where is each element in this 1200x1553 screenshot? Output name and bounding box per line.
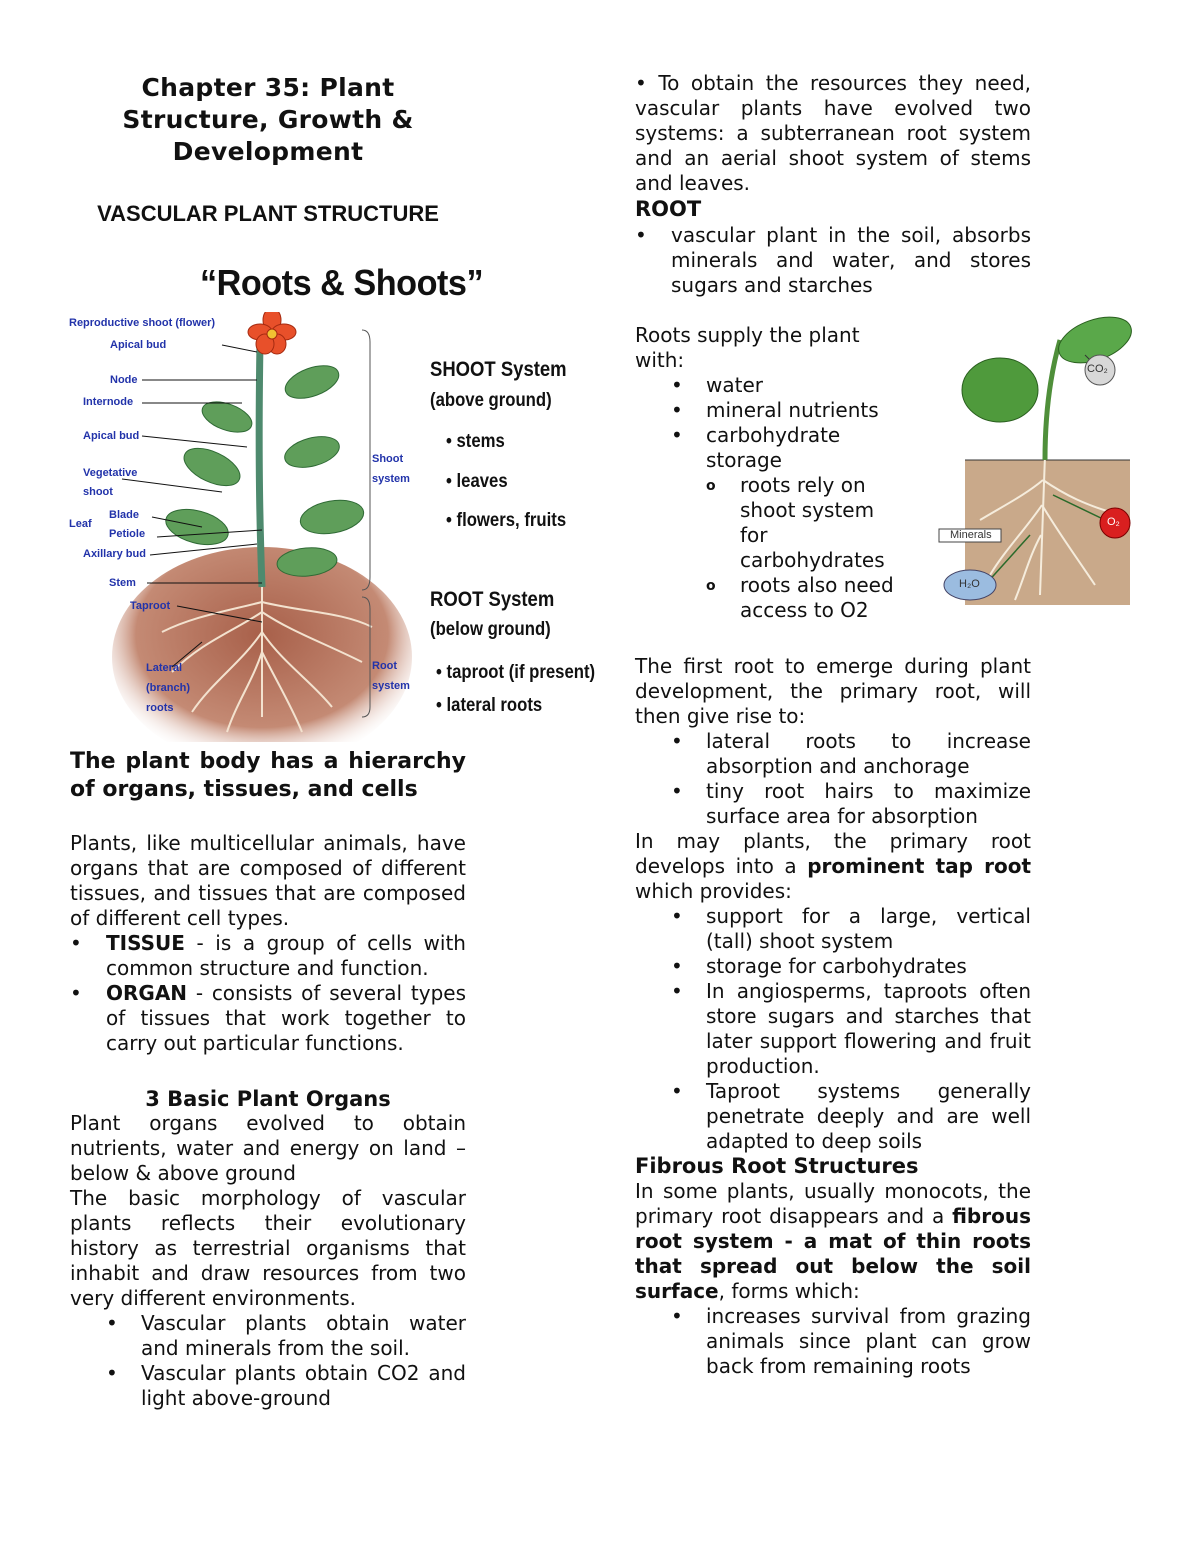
supply-list — [635, 373, 905, 473]
left-body — [70, 748, 466, 1411]
root-system-sub: (below ground) — [430, 619, 551, 640]
primary-root-paragraph: The first root to emerge during plant development, the primary root, will then give rise to: — [635, 654, 1031, 728]
list-item: • In angiosperms, taproots often store sugars and starches that later support flowering and fruit production. — [635, 979, 1031, 1079]
root-item-lateral: • lateral roots — [436, 695, 543, 716]
label-vegetative: Vegetative — [83, 467, 138, 479]
primary-root-list — [635, 729, 1031, 829]
right-body — [635, 71, 1031, 1379]
label-root-system-2: system — [372, 680, 410, 692]
fibrous-heading: Fibrous Root Structures — [635, 1154, 919, 1178]
figure-title: “Roots & Shoots” — [200, 262, 484, 303]
shoot-item-stems: • stems — [446, 431, 505, 452]
list-item: • vascular plant in the soil, absorbs minerals and water, and stores sugars and starches — [635, 223, 1031, 298]
shoot-item-leaves: • leaves — [446, 471, 508, 492]
tissue-definition: - is a group of cells with common structure and function. — [106, 931, 466, 980]
label-shoot-system-1: Shoot — [372, 453, 404, 465]
hierarchy-paragraph: Plants, like multicellular animals, have organs that are composed of different tissues, and tissues that are composed of different cell types. — [70, 831, 466, 930]
shoot-system-heading: SHOOT System — [430, 358, 567, 381]
fibrous-paragraph: In some plants, usually monocots, the primary root disappears and a fibrous root system - a mat of thin roots that spread out below the soil surface, forms which: — [635, 1179, 1031, 1303]
definition-list — [70, 931, 466, 1056]
organ-definition: - consists of several types of tissues that work together to carry out particular functions. — [106, 981, 466, 1055]
supply-intro: Roots supply the plant with: — [635, 323, 860, 372]
list-item: • mineral nutrients — [635, 398, 905, 423]
list-item: • carbohydrate storage — [635, 423, 905, 473]
root-exchange-figure — [935, 305, 1135, 605]
label-apical-bud-2: Apical bud — [83, 430, 140, 442]
label-leaf: Leaf — [69, 518, 92, 530]
plant-structure-figure — [62, 312, 622, 742]
label-roots: roots — [146, 702, 174, 714]
supply-sublist — [635, 473, 905, 623]
label-shoot-system-2: system — [372, 473, 410, 485]
root-heading: ROOT — [635, 197, 702, 221]
label-blade: Blade — [109, 509, 139, 521]
list-item: • Vascular plants obtain CO2 and light above-ground — [70, 1361, 466, 1411]
label-internode: Internode — [83, 396, 134, 408]
label-stem: Stem — [109, 577, 136, 589]
list-item: o roots also need access to O2 — [635, 573, 905, 623]
label-node: Node — [110, 374, 138, 386]
label-axillary-bud: Axillary bud — [83, 548, 146, 560]
organs-paragraph-2: The basic morphology of vascular plants reflects their evolutionary history as terrestrial organisms that inhabit and draw resources from two very different environments. — [70, 1186, 466, 1310]
root-item-taproot: • taproot (if present) — [436, 662, 596, 683]
list-item: • storage for carbohydrates — [635, 954, 1031, 979]
label-petiole: Petiole — [109, 528, 146, 540]
list-item: • water — [635, 373, 905, 398]
taproot-paragraph: In may plants, the primary root develops into a prominent tap root which provides: — [635, 829, 1032, 903]
root-bullets — [635, 223, 1031, 298]
list-item: • lateral roots to increase absorption and anchorage — [635, 729, 1031, 779]
page-title: Chapter 35: Plant Structure, Growth & Development — [122, 73, 414, 166]
seedling-illustration — [935, 305, 1135, 605]
fibrous-list — [635, 1304, 1031, 1379]
h2o-label: H₂O — [959, 578, 980, 590]
section-title-vascular: VASCULAR PLANT STRUCTURE — [97, 201, 439, 226]
list-item: o roots rely on shoot system for carbohydrates — [635, 473, 905, 573]
list-item: • support for a large, vertical (tall) shoot system — [635, 904, 1031, 954]
co2-label: CO₂ — [1087, 363, 1108, 375]
root-system-heading: ROOT System — [430, 588, 555, 611]
taproot-list — [635, 904, 1031, 1154]
label-lateral: Lateral — [146, 662, 183, 674]
label-vegetative-shoot: shoot — [83, 486, 113, 498]
list-item: • Taproot systems generally penetrate deeply and are well adapted to deep soils — [635, 1079, 1031, 1154]
label-branch: (branch) — [146, 682, 190, 694]
o2-label: O₂ — [1107, 516, 1120, 528]
intro-paragraph: • To obtain the resources they need, vascular plants have evolved two systems: a subterranean root system and an aerial shoot system of stems and leaves. — [635, 71, 1031, 195]
organs-bullets — [70, 1311, 466, 1411]
list-item: • Vascular plants obtain water and minerals from the soil. — [70, 1311, 466, 1361]
hierarchy-heading: The plant body has a hierarchy of organs, tissues, and cells — [70, 749, 466, 802]
tissue-term: TISSUE — [106, 931, 185, 955]
list-item: • tiny root hairs to maximize surface area for absorption — [635, 779, 1031, 829]
label-taproot: Taproot — [130, 600, 171, 612]
organs-heading: 3 Basic Plant Organs — [145, 1087, 391, 1111]
shoot-system-sub: (above ground) — [430, 390, 552, 411]
organs-paragraph-1: Plant organs evolved to obtain nutrients, water and energy on land – below & above ground — [70, 1111, 466, 1185]
list-item: • increases survival from grazing animals since plant can grow back from remaining roots — [635, 1304, 1031, 1379]
label-reproductive-shoot: Reproductive shoot (flower) — [69, 317, 216, 329]
list-item-tissue — [70, 931, 466, 981]
list-item-organ — [70, 981, 466, 1056]
shoot-item-flowers: • flowers, fruits — [446, 510, 567, 531]
label-apical-bud-1: Apical bud — [110, 339, 167, 351]
minerals-label: Minerals — [950, 529, 992, 541]
label-root-system-1: Root — [372, 660, 398, 672]
supply-block — [635, 323, 905, 623]
organ-term: ORGAN — [106, 981, 188, 1005]
